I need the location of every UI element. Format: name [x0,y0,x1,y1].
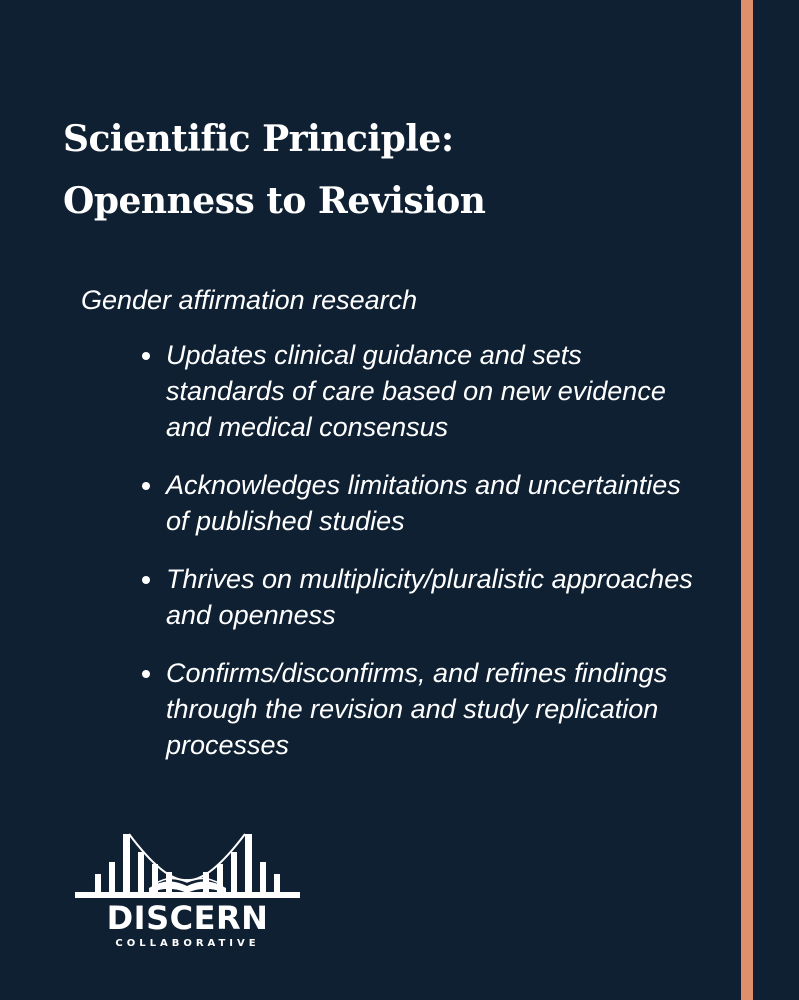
bullet-text: Acknowledges limitations and uncertainties of published studies [166,470,681,536]
subtitle: Gender affirmation research [81,285,418,315]
bullet-text: Updates clinical guidance and sets standards of care based on new evidence and medical consensus [166,340,666,442]
bullet-text: Confirms/disconfirms, and refines findings through the revision and study replication processes [166,658,668,760]
bullet-dot-icon [142,482,150,490]
bullet-dot-icon [142,670,150,678]
bullet-item [140,655,700,763]
title-line-2: Openness to Revision [63,180,486,222]
bullet-dot-icon [142,576,150,584]
bridge-book-icon [75,830,300,902]
logo-tagline: COLLABORATIVE [115,938,260,949]
bullet-item [140,561,700,633]
bullet-item [140,337,700,445]
bullet-list [140,337,700,785]
accent-stripe [741,0,753,1000]
page-title [63,108,485,232]
bullet-text: Thrives on multiplicity/pluralistic approaches and openness [166,564,693,630]
logo-wordmark: DISCERN [106,899,269,937]
bullet-item [140,467,700,539]
discern-logo [75,830,300,955]
title-line-1: Scientific Principle: [63,118,454,160]
bullet-dot-icon [142,352,150,360]
